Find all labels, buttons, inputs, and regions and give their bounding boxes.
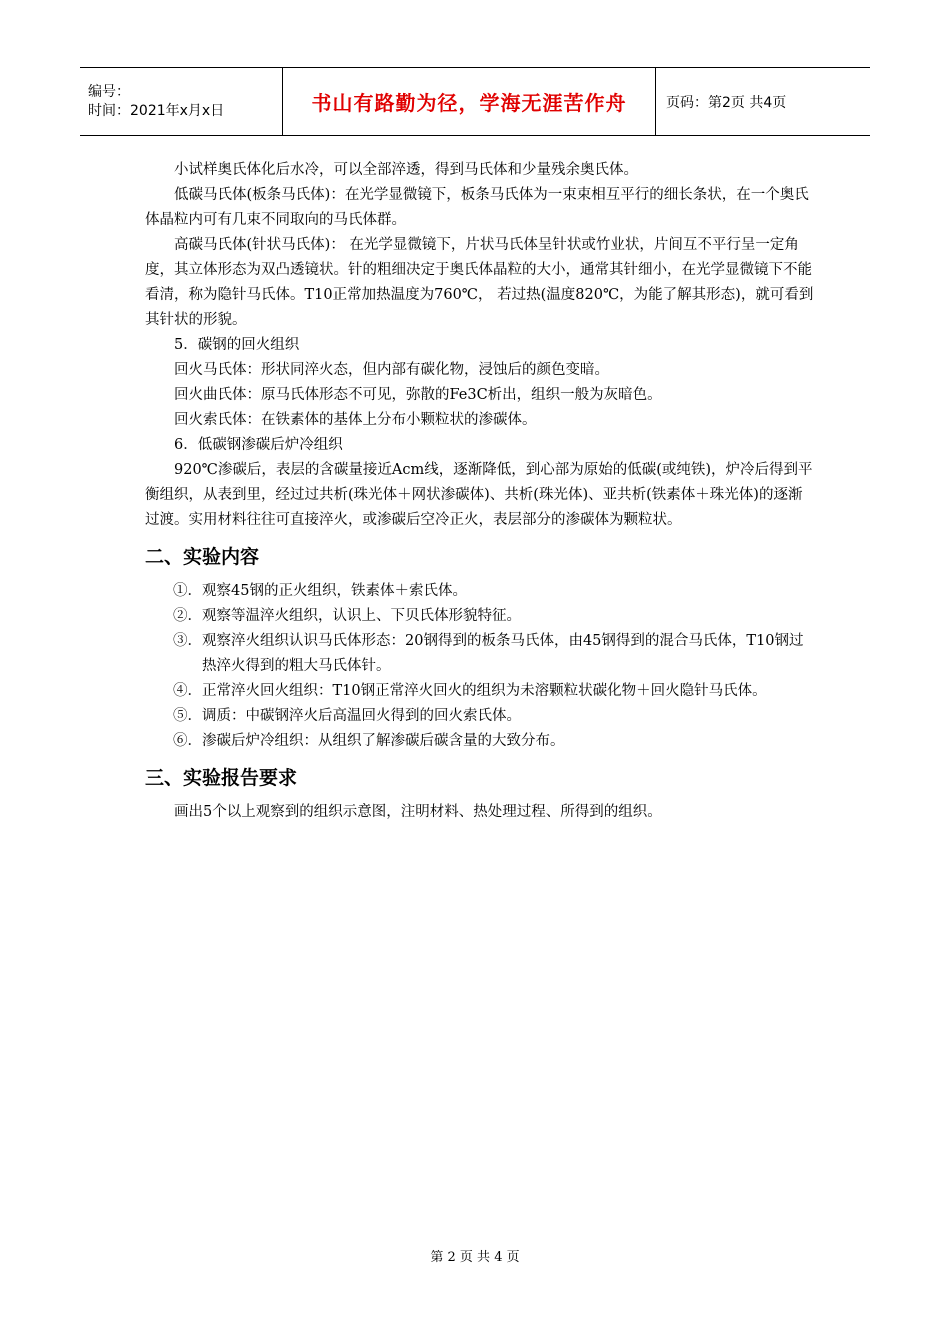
subsection-heading: 6．低碳钢渗碳后炉冷组织 (174, 437, 343, 453)
page-info: 页码：第2页 共4页 (666, 94, 787, 111)
time-label: 时间：2021年x月x日 (88, 102, 225, 119)
header-meta (80, 68, 282, 135)
page-footer: 第 2 页 共 4 页 (430, 1250, 520, 1265)
number-label: 编号： (88, 83, 130, 100)
document-body (145, 158, 815, 825)
list-item: ①．观察45钢的正火组织，铁素体＋索氏体。 (173, 583, 467, 599)
paragraph: 高碳马氏体(针状马氏体)： 在光学显微镜下，片状马氏体呈针状或竹业状，片间互不平行呈一定角度，其立体形态为双凸透镜状。针的粗细决定于奥氏体晶粒的大小，通常其针细小，在光学显微镜下不能看清，称为隐针马氏体。T10正常加热温度为760℃， 若过热(温度820℃，为能了解其形态)，就可看到其针状的形貌。 (145, 237, 814, 328)
paragraph: 回火索氏体：在铁素体的基体上分布小颗粒状的渗碳体。 (174, 412, 537, 428)
paragraph: 小试样奥氏体化后水冷，可以全部淬透，得到马氏体和少量残余奥氏体。 (174, 162, 638, 178)
header-motto-cell (282, 68, 656, 135)
list-item: ④．正常淬火回火组织：T10钢正常淬火回火的组织为未溶颗粒状碳化物＋回火隐针马氏体。 (173, 683, 767, 699)
paragraph: 低碳马氏体(板条马氏体)：在光学显微镜下，板条马氏体为一束束相互平行的细长条状，在一个奥氏体晶粒内可有几束不同取向的马氏体群。 (145, 187, 809, 228)
list-item: ⑤．调质：中碳钢淬火后高温回火得到的回火索氏体。 (173, 708, 521, 724)
paragraph: 回火曲氏体：原马氏体形态不可见，弥散的Fe3C析出，组织一般为灰暗色。 (174, 387, 662, 403)
list-item: ⑥．渗碳后炉冷组织：从组织了解渗碳后碳含量的大致分布。 (173, 733, 565, 749)
list-item: ③．观察淬火组织认识马氏体形态：20钢得到的板条马氏体，由45钢得到的混合马氏体，T10钢过热淬火得到的粗大马氏体针。 (173, 633, 804, 674)
section-title-experiment-content: 二、实验内容 (145, 546, 260, 568)
subsection-heading: 5．碳钢的回火组织 (174, 337, 300, 353)
paragraph: 920℃渗碳后，表层的含碳量接近Acm线，逐渐降低，到心部为原始的低碳(或纯铁)，炉冷后得到平衡组织，从表到里，经过过共析(珠光体＋网状渗碳体)、共析(珠光体)、亚共析(铁素体＋珠光体)的逐渐过渡。实用材料往往可直接淬火，或渗碳后空冷正火，表层部分的渗碳体为颗粒状。 (145, 462, 813, 528)
motto: 书山有路勤为径，学海无涯苦作舟 (311, 91, 627, 115)
paragraph: 回火马氏体：形状同淬火态，但内部有碳化物，浸蚀后的颜色变暗。 (174, 362, 609, 378)
list-item: ②．观察等温淬火组织，认识上、下贝氏体形貌特征。 (173, 608, 521, 624)
paragraph: 画出5个以上观察到的组织示意图，注明材料、热处理过程、所得到的组织。 (174, 804, 662, 820)
section-title-report-requirements: 三、实验报告要求 (145, 767, 298, 789)
header-page-info-cell (656, 68, 870, 135)
page-header (80, 67, 870, 136)
